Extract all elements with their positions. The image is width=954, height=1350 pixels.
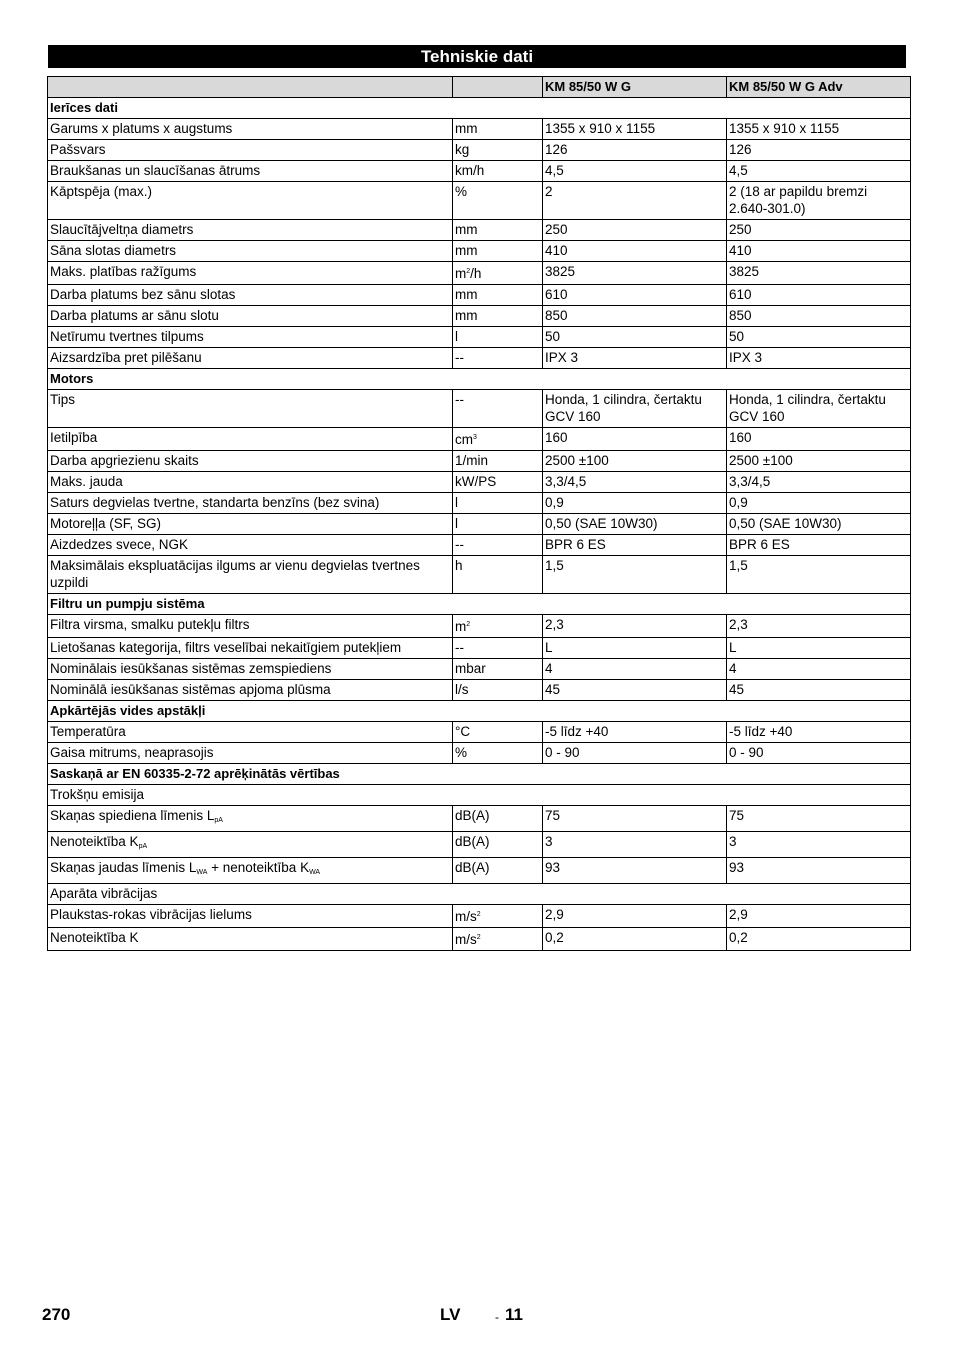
section-header-row xyxy=(48,594,911,615)
row-value-km85: L xyxy=(543,638,727,659)
table-row xyxy=(48,905,911,928)
row-unit: $m^2$ xyxy=(453,615,543,638)
row-label xyxy=(48,928,453,951)
table-row xyxy=(48,285,911,306)
row-value-km85: 126 xyxy=(543,140,727,161)
row-value-km85: 3,3/4,5 xyxy=(543,472,727,493)
row-unit: $m/s^2$ xyxy=(453,928,543,951)
section-title: Saskaņā ar EN 60335-2-72 aprēķinātās vērtības xyxy=(48,764,911,785)
table-row xyxy=(48,556,911,594)
label-text: Lietošanas kategorija, filtrs veselībai nekaitīgiem putekļiem xyxy=(50,640,402,655)
table-row xyxy=(48,428,911,451)
language-code: LV xyxy=(440,1305,461,1324)
row-value-km85: 160 xyxy=(543,428,727,451)
row-value-km85-adv: 126 xyxy=(727,140,911,161)
section-title: Filtru un pumpju sistēma xyxy=(48,594,911,615)
section-title: Apkārtējās vides apstākļi xyxy=(48,701,911,722)
table-row xyxy=(48,832,911,858)
row-value-km85: 0 - 90 xyxy=(543,743,727,764)
table-row xyxy=(48,327,911,348)
row-label xyxy=(48,262,453,285)
page-separator: - xyxy=(495,1310,499,1324)
label-text: Ietilpība xyxy=(50,430,98,445)
row-value-km85: 0,9 xyxy=(543,493,727,514)
subpage-number: 11 xyxy=(505,1305,523,1324)
table-row xyxy=(48,928,911,951)
row-unit: °C xyxy=(453,722,543,743)
row-unit: l/s xyxy=(453,680,543,701)
row-value-km85-adv: 160 xyxy=(727,428,911,451)
row-unit: mbar xyxy=(453,659,543,680)
row-unit: mm xyxy=(453,306,543,327)
row-value-km85-adv: 93 xyxy=(727,858,911,884)
label-text: Garums x platums x augstums xyxy=(50,121,233,136)
table-row xyxy=(48,451,911,472)
row-unit: l xyxy=(453,327,543,348)
table-row xyxy=(48,535,911,556)
row-unit: mm xyxy=(453,241,543,262)
row-value-km85: BPR 6 ES xyxy=(543,535,727,556)
label-text: Maksimālais ekspluatācijas ilgums ar vienu degvielas tvertnes uzpildi xyxy=(50,558,420,590)
row-label xyxy=(48,119,453,140)
row-unit: kg xyxy=(453,140,543,161)
table-row xyxy=(48,659,911,680)
row-label xyxy=(48,514,453,535)
row-value-km85: 2500 ±100 xyxy=(543,451,727,472)
row-value-km85: 850 xyxy=(543,306,727,327)
section-header-row xyxy=(48,98,911,119)
row-unit: -- xyxy=(453,535,543,556)
label-text: Skaņas spiediena līmenis L xyxy=(50,808,215,823)
page-number: 270 xyxy=(42,1305,71,1324)
row-label xyxy=(48,241,453,262)
row-value-km85-adv: 1355 x 910 x 1155 xyxy=(727,119,911,140)
row-label xyxy=(48,306,453,327)
table-row xyxy=(48,615,911,638)
table-row xyxy=(48,182,911,220)
label-text: Netīrumu tvertnes tilpums xyxy=(50,329,204,344)
table-row xyxy=(48,119,911,140)
subgroup-label: Aparāta vibrācijas xyxy=(48,884,911,905)
column-header: KM 85/50 W G xyxy=(543,77,727,98)
row-value-km85: IPX 3 xyxy=(543,348,727,369)
row-label xyxy=(48,659,453,680)
table-row xyxy=(48,806,911,832)
row-unit: dB(A) xyxy=(453,806,543,832)
row-label xyxy=(48,535,453,556)
row-unit: % xyxy=(453,743,543,764)
row-unit: mm xyxy=(453,220,543,241)
label-text: Nominālā iesūkšanas sistēmas apjoma plūsma xyxy=(50,682,331,697)
row-unit: l xyxy=(453,493,543,514)
row-value-km85: 3 xyxy=(543,832,727,858)
table-row xyxy=(48,348,911,369)
table-row xyxy=(48,140,911,161)
row-value-km85-adv: 0,50 (SAE 10W30) xyxy=(727,514,911,535)
row-unit: mm xyxy=(453,119,543,140)
column-header xyxy=(48,77,453,98)
label-text: Nominālais iesūkšanas sistēmas zemspiediens xyxy=(50,661,332,676)
section-title: Motors xyxy=(48,369,911,390)
table-row xyxy=(48,785,911,806)
row-unit: l xyxy=(453,514,543,535)
row-value-km85-adv: 610 xyxy=(727,285,911,306)
row-unit: -- xyxy=(453,348,543,369)
row-label xyxy=(48,680,453,701)
label-text: Slaucītājveltņa diametrs xyxy=(50,222,194,237)
label-text-2: + nenoteiktība K xyxy=(207,860,310,875)
row-unit: $m/s^2$ xyxy=(453,905,543,928)
column-header: KM 85/50 W G Adv xyxy=(727,77,911,98)
row-value-km85: 2,9 xyxy=(543,905,727,928)
label-text: Tips xyxy=(50,392,76,407)
label-text: Braukšanas un slaucīšanas ātrums xyxy=(50,163,261,178)
label-text: Maks. jauda xyxy=(50,474,123,489)
label-text: Saturs degvielas tvertne, standarta benzīns (bez svina) xyxy=(50,495,380,510)
row-value-km85: 75 xyxy=(543,806,727,832)
table-row xyxy=(48,514,911,535)
section-header-row xyxy=(48,369,911,390)
row-value-km85-adv: 3,3/4,5 xyxy=(727,472,911,493)
row-value-km85-adv: 0,2 xyxy=(727,928,911,951)
row-label xyxy=(48,743,453,764)
row-unit: $m^2/h$ xyxy=(453,262,543,285)
label-text: Nenoteiktība K xyxy=(50,930,139,945)
row-unit: -- xyxy=(453,638,543,659)
row-value-km85: 45 xyxy=(543,680,727,701)
section-header-row xyxy=(48,764,911,785)
label-subscript-2: WA xyxy=(309,869,321,876)
row-label xyxy=(48,556,453,594)
row-label xyxy=(48,428,453,451)
label-text: Plaukstas-rokas vibrācijas lielums xyxy=(50,907,252,922)
column-header xyxy=(453,77,543,98)
row-value-km85: 610 xyxy=(543,285,727,306)
label-text: Gaisa mitrums, neaprasojis xyxy=(50,745,214,760)
row-label xyxy=(48,348,453,369)
row-unit: -- xyxy=(453,390,543,428)
table-row xyxy=(48,722,911,743)
row-label xyxy=(48,451,453,472)
row-value-km85: 4,5 xyxy=(543,161,727,182)
label-text: Pašsvars xyxy=(50,142,106,157)
tech-data-table xyxy=(47,76,911,951)
subgroup-label: Trokšņu emisija xyxy=(48,785,911,806)
label-text: Maks. platības ražīgums xyxy=(50,264,197,279)
row-value-km85-adv: 250 xyxy=(727,220,911,241)
row-unit: km/h xyxy=(453,161,543,182)
row-value-km85: 2,3 xyxy=(543,615,727,638)
label-text: Darba platums bez sānu slotas xyxy=(50,287,236,302)
section-header-row xyxy=(48,701,911,722)
row-label xyxy=(48,615,453,638)
row-value-km85: 4 xyxy=(543,659,727,680)
label-text: Darba platums ar sānu slotu xyxy=(50,308,219,323)
table-row xyxy=(48,638,911,659)
row-label xyxy=(48,390,453,428)
label-text: Motoreļļa (SF, SG) xyxy=(50,516,162,531)
label-text: Nenoteiktība K xyxy=(50,834,139,849)
table-header-row xyxy=(48,77,911,98)
row-value-km85-adv: 2 (18 ar papildu bremzi 2.640-301.0) xyxy=(727,182,911,220)
label-text: Sāna slotas diametrs xyxy=(50,243,177,258)
row-value-km85-adv: 0 - 90 xyxy=(727,743,911,764)
row-label xyxy=(48,493,453,514)
label-text: Temperatūra xyxy=(50,724,126,739)
row-value-km85-adv: BPR 6 ES xyxy=(727,535,911,556)
table-row xyxy=(48,390,911,428)
row-value-km85-adv: 850 xyxy=(727,306,911,327)
row-value-km85-adv: 2,9 xyxy=(727,905,911,928)
table-row xyxy=(48,262,911,285)
row-unit: kW/PS xyxy=(453,472,543,493)
table-row xyxy=(48,472,911,493)
label-text: Filtra virsma, smalku putekļu filtrs xyxy=(50,617,250,632)
label-text: Skaņas jaudas līmenis L xyxy=(50,860,197,875)
row-label xyxy=(48,140,453,161)
row-value-km85-adv: IPX 3 xyxy=(727,348,911,369)
row-value-km85: -5 līdz +40 xyxy=(543,722,727,743)
label-subscript: pA xyxy=(138,843,148,850)
row-unit: dB(A) xyxy=(453,858,543,884)
row-unit: 1/min xyxy=(453,451,543,472)
row-value-km85: 2 xyxy=(543,182,727,220)
row-value-km85: 250 xyxy=(543,220,727,241)
row-unit: % xyxy=(453,182,543,220)
table-row xyxy=(48,493,911,514)
table-row xyxy=(48,680,911,701)
row-label xyxy=(48,858,453,884)
row-unit: h xyxy=(453,556,543,594)
label-subscript: pA xyxy=(214,817,223,824)
label-text: Kāptspēja (max.) xyxy=(50,184,153,199)
row-value-km85-adv: 50 xyxy=(727,327,911,348)
row-value-km85: 50 xyxy=(543,327,727,348)
row-unit: $cm^3$ xyxy=(453,428,543,451)
row-label xyxy=(48,472,453,493)
row-value-km85: 0,2 xyxy=(543,928,727,951)
row-value-km85-adv: 3825 xyxy=(727,262,911,285)
row-value-km85-adv: 75 xyxy=(727,806,911,832)
table-row xyxy=(48,306,911,327)
row-label xyxy=(48,285,453,306)
label-subscript: WA xyxy=(196,869,208,876)
table-row xyxy=(48,241,911,262)
row-label xyxy=(48,905,453,928)
row-label xyxy=(48,220,453,241)
row-label xyxy=(48,832,453,858)
row-label xyxy=(48,638,453,659)
row-value-km85-adv: Honda, 1 cilindra, čertaktu GCV 160 xyxy=(727,390,911,428)
row-unit: mm xyxy=(453,285,543,306)
row-value-km85-adv: -5 līdz +40 xyxy=(727,722,911,743)
row-value-km85: 410 xyxy=(543,241,727,262)
table-row xyxy=(48,161,911,182)
table-row xyxy=(48,858,911,884)
row-label xyxy=(48,327,453,348)
section-title: Ierīces dati xyxy=(48,98,911,119)
row-value-km85-adv: 1,5 xyxy=(727,556,911,594)
row-value-km85-adv: 410 xyxy=(727,241,911,262)
row-value-km85-adv: 3 xyxy=(727,832,911,858)
row-value-km85-adv: 4,5 xyxy=(727,161,911,182)
row-unit: dB(A) xyxy=(453,832,543,858)
row-label xyxy=(48,722,453,743)
row-value-km85-adv: 2500 ±100 xyxy=(727,451,911,472)
row-value-km85: 93 xyxy=(543,858,727,884)
row-value-km85-adv: 2,3 xyxy=(727,615,911,638)
table-row xyxy=(48,220,911,241)
row-label xyxy=(48,182,453,220)
row-value-km85: 0,50 (SAE 10W30) xyxy=(543,514,727,535)
row-value-km85: Honda, 1 cilindra, čertaktu GCV 160 xyxy=(543,390,727,428)
row-value-km85-adv: L xyxy=(727,638,911,659)
row-value-km85: 1,5 xyxy=(543,556,727,594)
row-label xyxy=(48,806,453,832)
row-value-km85: 1355 x 910 x 1155 xyxy=(543,119,727,140)
row-value-km85-adv: 0,9 xyxy=(727,493,911,514)
label-text: Aizdedzes svece, NGK xyxy=(50,537,189,552)
table-row xyxy=(48,884,911,905)
label-text: Aizsardzība pret pilēšanu xyxy=(50,350,202,365)
label-text: Darba apgriezienu skaits xyxy=(50,453,199,468)
table-row xyxy=(48,743,911,764)
row-value-km85-adv: 4 xyxy=(727,659,911,680)
row-value-km85: 3825 xyxy=(543,262,727,285)
page-title: Tehniskie dati xyxy=(48,45,906,68)
row-value-km85-adv: 45 xyxy=(727,680,911,701)
row-label xyxy=(48,161,453,182)
